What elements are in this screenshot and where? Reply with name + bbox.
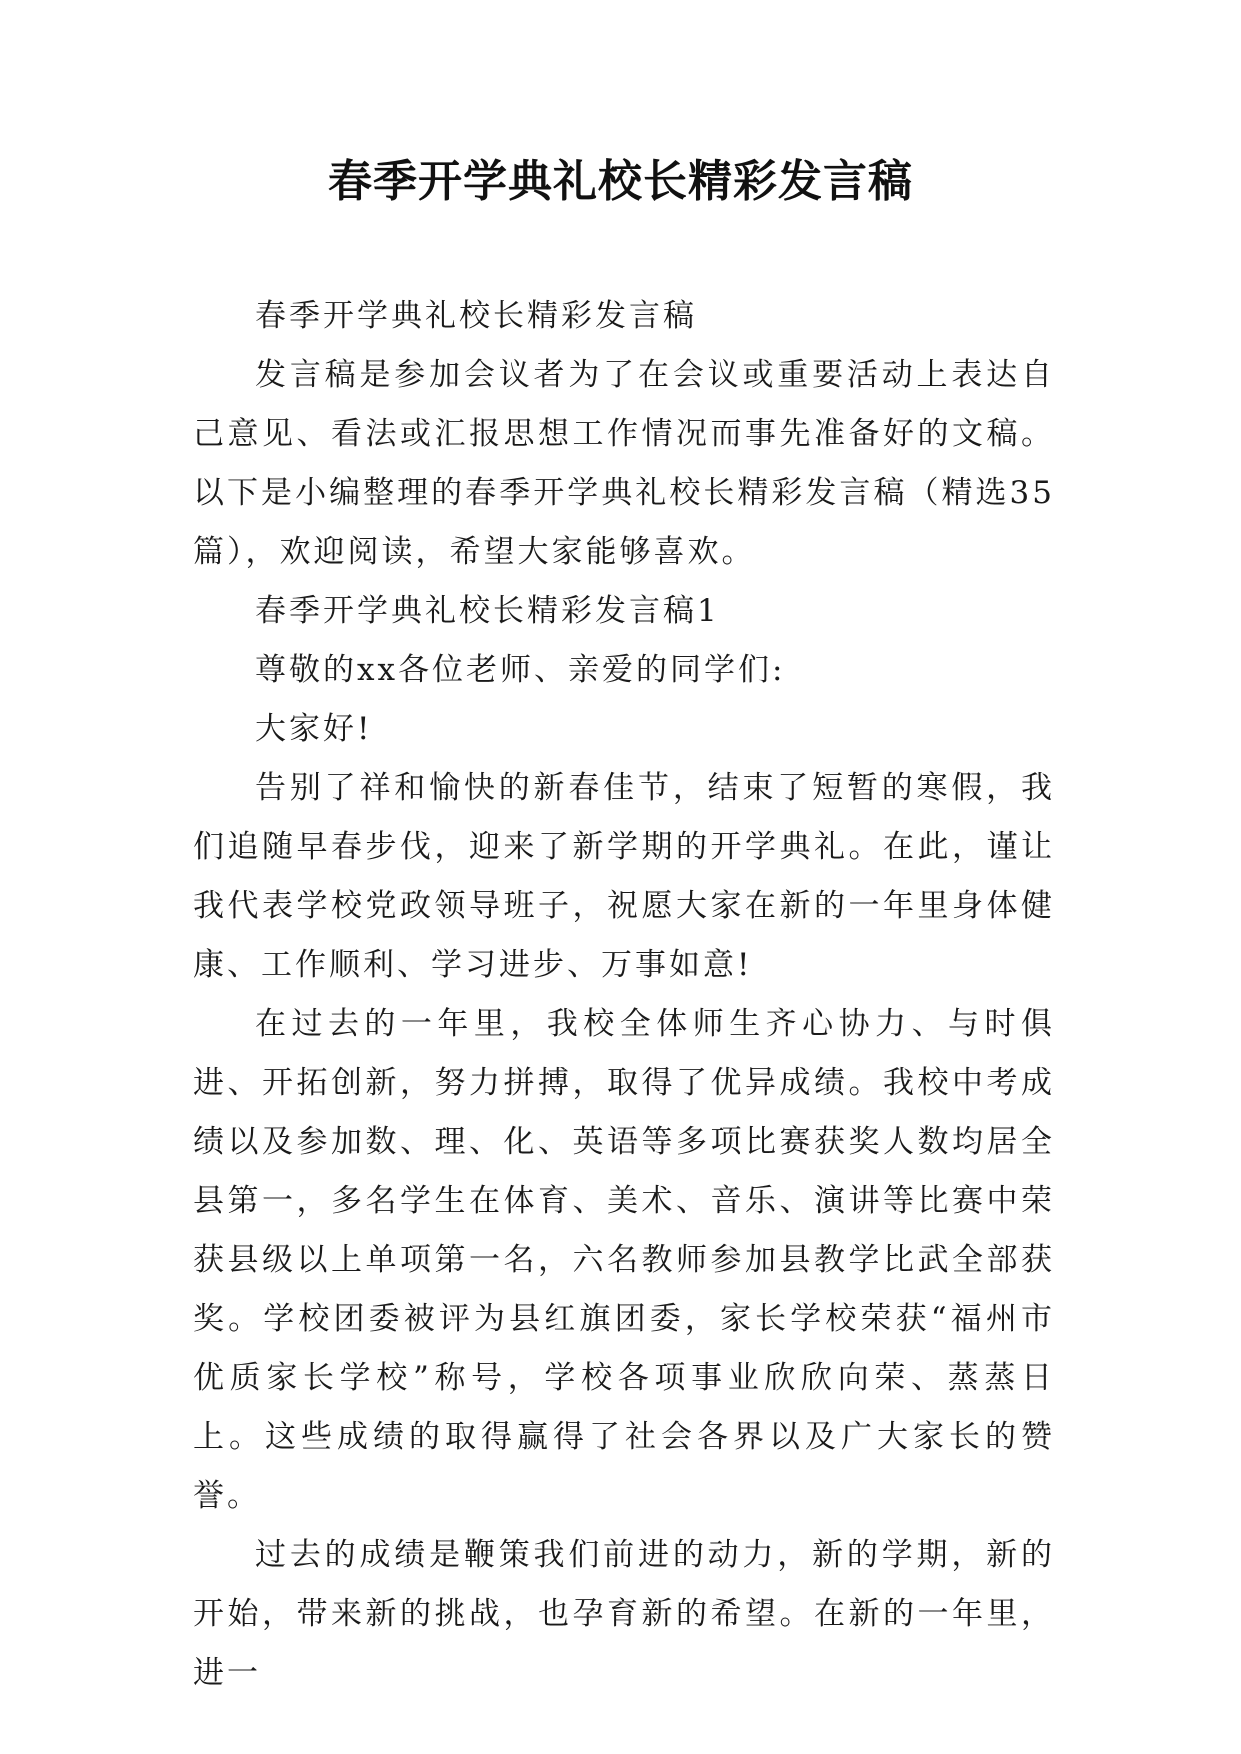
paragraph-body-3: 过去的成绩是鞭策我们前进的动力，新的学期，新的开始，带来新的挑战，也孕育新的希望。在新的一年里，进一 xyxy=(193,1537,1055,1691)
paragraph-section-title: 春季开学典礼校长精彩发言稿1 xyxy=(255,593,720,629)
paragraph-body-1: 告别了祥和愉快的新春佳节，结束了短暂的寒假，我们追随早春步伐，迎来了新学期的开学典礼。在此，谨让我代表学校党政领导班子，祝愿大家在新的一年里身体健康、工作顺利、学习进步、万事如意! xyxy=(193,770,1055,983)
paragraph-greeting: 大家好! xyxy=(255,711,373,747)
paragraph-body-2: 在过去的一年里，我校全体师生齐心协力、与时俱进、开拓创新，努力拼搏，取得了优异成绩。我校中考成绩以及参加数、理、化、英语等多项比赛获奖人数均居全县第一，多名学生在体育、美术、音乐、演讲等比赛中荣获县级以上单项第一名，六名教师参加县教学比武全部获奖。学校团委被评为县红旗团委，家长学校荣获“福州市优质家长学校”称号，学校各项事业欣欣向荣、蒸蒸日上。这些成绩的取得赢得了社会各界以及广大家长的赞誉。 xyxy=(193,1006,1055,1514)
document-body xyxy=(193,287,1055,1703)
document-title: 春季开学典礼校长精彩发言稿 xyxy=(328,156,913,207)
paragraph-heading: 春季开学典礼校长精彩发言稿 xyxy=(255,298,697,334)
paragraph-intro: 发言稿是参加会议者为了在会议或重要活动上表达自己意见、看法或汇报思想工作情况而事先准备好的文稿。以下是小编整理的春季开学典礼校长精彩发言稿（精选35篇），欢迎阅读，希望大家能够喜欢。 xyxy=(193,357,1055,570)
paragraph-salutation: 尊敬的xx各位老师、亲爱的同学们: xyxy=(255,652,786,688)
